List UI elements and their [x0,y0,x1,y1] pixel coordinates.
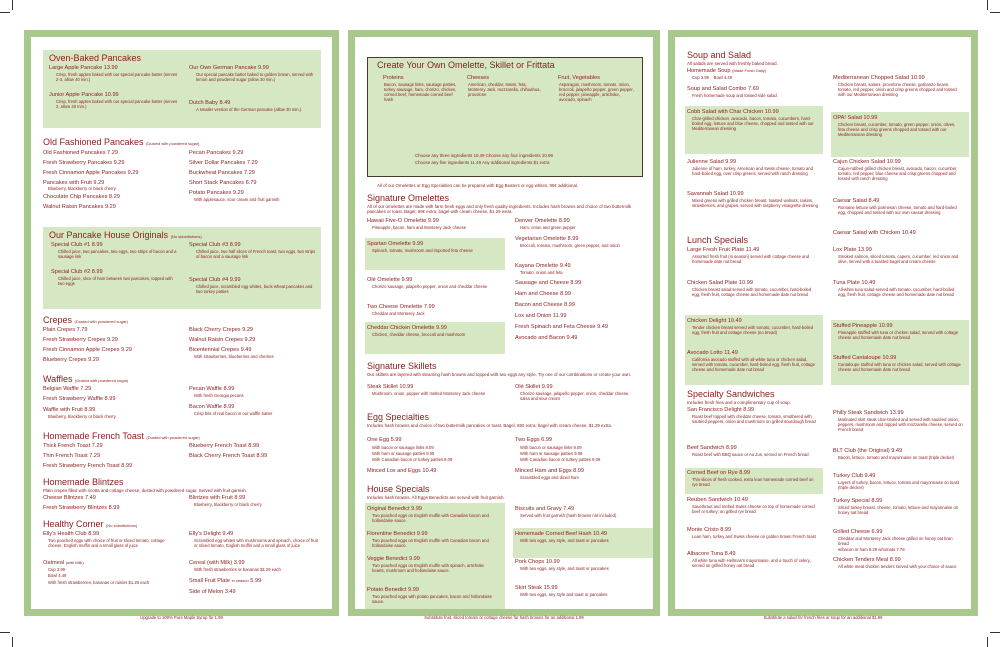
menu-item: OPA! Salad 10.99 [833,115,878,121]
menu-item: Vegetarian Omelette 8.99 [515,236,579,242]
menu-item: Belgian Waffle 7.29 [43,386,92,392]
menu-item: Fresh Strawberry Waffle 8.99 [43,396,116,402]
menu-item: Hawaii Five-O Omelette 9.99 [367,218,439,224]
menu-item: Corned Beef on Rye 8.99 [687,470,751,476]
item-desc: Chilled juice, two half slices of French toast, two eggs, two strips of bacon and a sausage link [196,249,316,259]
menu-item: Olé Skillet 9.99 [515,384,553,390]
item-desc: A smaller version of the German pancake (allow 30 min.) [196,107,302,112]
menu-item: Short Stack Pancakes 6.79 [189,180,257,186]
menu-item: Kayana Omelette 9.49 [515,263,571,269]
item-desc: Bacon, sausage links, sausage patties, turkey sausage, ham, chorizo, chicken, corned beef, homemade corned beef hash [384,82,457,102]
menu-item: Monte Cristo 8.99 [687,527,732,533]
item-desc: Tomato, onion and feta [520,270,563,275]
menu-item: Large Fresh Fruit Plate 11.49 [687,247,760,253]
item-desc: Crisp bits of real bacon in our waffle batter [194,411,273,416]
item-desc: Our special pancake batter baked to golden brown, served with lemon and powdered sugar (allow 30 min.) [196,72,314,82]
section-title: House Specials [367,484,430,494]
column-header: Cheeses [467,75,490,81]
item-desc: w/bacon or ham 8.29 w/tomato 7.79 [838,547,905,552]
menu-item: Soup and Salad Combo 7.69 [687,86,759,92]
section-title: Soup and Salad [687,50,752,60]
menu-item: Tuna Plate 10.49 [833,280,876,286]
item-desc: Two poached eggs on English muffin with Canadian bacon and hollandaise sauce. [372,538,489,548]
panel-footer: Upgrade to 100% Pure Maple Syrup for 1.99 [140,615,223,620]
menu-item: Walnut Raisin Crepes 9.29 [189,337,256,343]
item-desc: All white tuna with Hellman's mayonnaise, and a touch of celery, served on grilled honey oat bread [692,558,811,568]
menu-item: Lox Plate 13.99 [833,247,872,253]
menu-item: Elly's Delight 9.49 [189,531,234,537]
menu-item: Two Cheese Omelette 7.99 [367,304,435,310]
menu-item: Fresh Spinach and Feta Cheese 9.49 [515,324,608,330]
item-desc: With strawberries, blueberries and cherries [194,354,274,359]
menu-item: Silver Dollar Pancakes 7.29 [189,160,258,166]
menu-item: Thick French Toast 7.29 [43,443,103,449]
item-desc: Chilled juice, two pancakes, two eggs, two strips of bacon and a sausage link [58,249,177,259]
item-desc: With applesauce, sour cream and fruit garnish [194,197,280,202]
section-title: Lunch Specials [687,235,749,245]
create-box [367,57,643,177]
menu-item: Two Eggs 6.99 [515,437,553,443]
item-desc: California avocado stuffed with all-white tuna or chicken salad, served with tomato, cucumber, hard-boiled egg, fresh fruit, cottage cheese and homemade date nut bread [692,357,815,372]
menu-item: Homemade Soup (Made Fresh Daily) [687,68,767,74]
crop-mark [0,12,10,13]
item-desc: Crisp, fresh apples baked with our special pancake batter (serves 2, allow 40 min.) [56,99,178,109]
item-desc: Sliced turkey breast, cheese, tomato, lettuce and mayonnaise on honey oat bread [838,505,959,515]
item-desc: Two poached eggs with potato pancakes, bacon and hollandaise sauce. [372,594,492,604]
menu-item: Dutch Baby 8.49 [189,100,231,106]
item-desc: All-white tuna salad served with tomato, cucumber, hard-boiled egg, fresh fruit, cottage cheese and homemade date nut bread [838,287,955,297]
menu-item: Sausage and Cheese 8.99 [515,280,582,286]
section-title: Egg Specialties [367,412,430,422]
menu-item: Old Fashioned Pancakes 7.29 [43,150,118,156]
item-desc: Ham, onion and green pepper [520,225,576,230]
menu-item: Black Cherry Crepes 9.29 [189,327,254,333]
item-desc: Asparagus, mushroom, tomato, onion, broccoli, jalapeño pepper, green pepper, red pepper, pineapple, artichoke, avocado, spinach [559,82,634,102]
item-desc: With two eggs, any style, and toast or pancakes [520,566,609,571]
menu-item: Turkey Club 9.49 [833,473,876,479]
section-title: Homemade French Toast (Dusted with powdered sugar) [43,431,200,441]
menu-item: Chicken Salad Plate 10.99 [687,280,753,286]
column-header: Proteins [383,75,404,81]
item-desc: Layers of turkey, bacon, lettuce, tomato and mayonnaise on toast (triple decker) [838,480,959,490]
menu-item: BLT Club (the Original) 9.49 [833,448,903,454]
item-desc: Chorizo sausage, jalapeño pepper, onion and cheddar cheese [372,284,488,289]
menu-item: Philly Steak Sandwich 13.99 [833,410,904,416]
section-title: Create Your Own Omelette, Skillet or Frittata [377,60,555,70]
menu-item: Steak Skillet 10.99 [367,384,414,390]
menu-item: Potato Pancakes 9.29 [189,190,244,196]
section-title: Healthy Corner (No substitutions) [43,519,138,529]
item-desc: With fresh strawberries or bananas $1.29 each [194,567,281,572]
item-desc: Assorted fresh fruit (in season) served with cottage cheese and homemade date nut bread [692,254,810,264]
item-desc: Bacon, lettuce, tomato and mayonnaise on toast (triple decker) [838,455,955,460]
section-title: Signature Omelettes [367,193,450,203]
menu-item: Olé Omelette 9.99 [367,277,413,283]
section-title: Specialty Sandwiches [687,389,775,399]
menu-item: Florentine Benedict 9.99 [367,531,428,537]
item-desc: Marinated skirt steak char-broiled and served with sautéed onion, peppers, mushroom and topped with mozzarella cheese, served on French bread [838,417,963,432]
crop-mark [990,12,1000,13]
item-desc: Roast beef topped with cheddar cheese, tomato, smothered with sautéed peppers, onion and mushroom on grilled sourdough bread [692,414,816,424]
section-title: Oven-Baked Pancakes [49,53,142,63]
item-desc: Pineapple stuffed with tuna or chicken salad, served with cottage cheese and homemade date nut bread [838,330,959,340]
menu-item: Pancakes with Fruit 9.29 [43,180,105,186]
item-desc: Chilled juice, slice of ham between two pancakes, topped with two eggs [58,276,173,286]
menu-item: Fresh Strawberry French Toast 8.99 [43,463,133,469]
item-desc: Cup 3.99 Bowl 4.49 [692,75,733,80]
menu-item: Minced Lox and Eggs 10.49 [367,468,437,474]
panel-footer: Substitute a salad for french fries or soup for an additional $1.99 [763,615,883,620]
menu-item: Albacore Tuna 8.49 [687,551,736,557]
old-pancakes-right [189,150,319,202]
menu-item: Fresh Cinnamon Apple Crepes 9.29 [43,347,132,353]
section-title: Our Pancake House Originals (No substitutions) [49,230,202,240]
menu-item: Minced Ham and Eggs 8.99 [515,468,585,474]
menu-item: Special Club #1 8.99 [51,242,103,248]
crop-mark [12,0,13,10]
menu-item: Cajun Chicken Salad 10.99 [833,159,901,165]
item-desc: Lean ham, turkey and Swiss cheese on golden brown French toast [692,534,816,539]
crepes-right [189,327,319,359]
item-desc: Spinach, tomato, mushroom and imported feta cheese [372,248,473,253]
section-title: Old Fashioned Pancakes (Dusted with powdered sugar) [43,137,200,147]
menu-item: Bacon and Cheese 8.99 [515,302,576,308]
item-desc: Cajun-rubbed grilled chicken breast, avocado, bacon, cucumber, tomato, red pepper, blue cheese and crisp greens chopped and tossed with ranch dressing [838,166,958,181]
menu-item: Junior Apple Pancake 10.99 [49,92,119,98]
item-desc: With fresh Georgia pecans [194,393,244,398]
menu-item: Bicentennial Crepes 9.49 [189,347,252,353]
menu-item: Pecan Pancakes 9.29 [189,150,244,156]
item-desc: With bacon or sausage links 9.09 [520,445,582,450]
french-left [43,443,132,473]
item-desc: Roast beef with BBQ sauce or Au Jus, served on French bread [692,452,809,457]
menu-item: Caesar Salad 8.49 [833,198,880,204]
menu-item: Plain Crepes 7.79 [43,327,88,333]
item-desc: Fresh homemade soup and tossed side salad [692,93,777,98]
menu-item: Cheddar Chicken Omelette 9.99 [367,325,447,331]
item-desc: Char-grilled chicken, avocado, bacon, tomato, cucumbers, hard-boiled egg, lettuce and blue cheese, chopped and tossed with our Mediterranean dressing [692,116,814,131]
menu-item: Original Benedict 9.99 [367,506,423,512]
item-desc: Pineapple, bacon, ham and Monterey Jack cheese [372,225,467,230]
item-desc: Cantaloupe stuffed with tuna or chicken salad, served with cottage cheese and homemade date nut bread [838,362,961,372]
item-desc: With fresh strawberries, bananas or raisins $1.29 each [48,580,150,585]
item-desc: With ham or sausage patties 8.09 [372,451,435,456]
item-desc: Smoked salmon, sliced tomato, capers, cucumber, red onion and olive, served with a toasted bagel and cream cheese [838,254,959,264]
item-desc: Crisp, fresh apples baked with our special pancake batter (serves 2-3, allow 40 min.) [56,72,178,82]
crop-mark [987,0,988,10]
menu-item: Elly's Health Club 8.99 [43,531,100,537]
item-desc: Mixed greens with grilled chicken breast, toasted walnuts, raisins, strawberries, and grapes, served with raspberry vinaigrette dressing [692,198,818,208]
section-title: Waffles (Dusted with powdered sugar) [43,374,129,384]
menu-item: Our Own German Pancake 9.99 [189,65,269,71]
item-desc: Bowl 4.49 [48,573,67,578]
menu-item: Chicken Tenders Meal 8.99 [833,557,901,563]
menu-item: Blintzes with Fruit 8.99 [189,495,246,501]
menu-item: Chicken Delight 10.49 [687,318,742,324]
menu-item: Blueberry French Toast 8.99 [189,443,260,449]
menu-item: Homemade Corned Beef Hash 10.49 [515,531,608,537]
item-desc: Cheddar and Monterey Jack cheese grilled on honey oat bran bread [838,536,953,546]
item-desc: Chicken breast salad served with tomato, cucumber, hard-boiled egg, fresh fruit, cottage cheese and homemade date nut bread [692,287,812,297]
menu-item: Stuffed Pineapple 10.99 [833,323,893,329]
menu-item: Bacon Waffle 8.99 [189,404,235,410]
item-desc: Mushroom, onion, pepper with melted Monterey Jack cheese [372,391,486,396]
item-desc: Scrambled eggs and diced ham [520,475,579,480]
crop-mark [987,637,988,647]
menu-item: Side of Melon 3.49 [189,589,236,595]
item-desc: Scrambled egg whites with mushrooms and spinach, choice of fruit or sliced tomato, English muffin and a small glass of juice [194,538,318,548]
menu-panel-eggs [348,30,660,620]
menu-item: Special Club #4 9.99 [189,277,241,283]
item-desc: Cup 3.99 [48,567,65,572]
column-header: Fruit, Vegetables [558,75,600,81]
old-pancakes-left [43,150,138,214]
omelette-list [515,280,608,346]
menu-item: Chocolate Chip Pancakes 8.29 [43,194,120,200]
item-desc: Tender chicken breast served with tomato, cucumber, hard-boiled egg, fresh fruit and cottage cheese (no bread) [692,325,814,335]
menu-item: Mediterranean Chopped Salad 10.99 [833,75,925,81]
menu-item: Ham and Cheese 8.99 [515,291,571,297]
price-line: Choose any three ingredients 10.49 Choose any four ingredients 10.99 [415,153,553,158]
item-desc: Chicken breast, cucumber, tomato, green pepper, onion, olives, feta cheese and crisp greens chopped and tossed with our Mediterranean dressing [838,122,956,137]
item-desc: Julienne of ham, turkey, American and Swiss cheese, tomato and hard-boiled egg, over crisp greens, served with ranch dressing [692,166,813,176]
item-desc: Cheddar and Monterey Jack [372,311,425,316]
menu-item: Cheese Blintzes 7.49 [43,495,96,501]
item-desc: Sauerkraut and melted Swiss cheese on top of homemade corned beef or turkey; on grilled rye bread [692,504,815,514]
menu-item: Blueberry Crepes 9.29 [43,357,99,363]
item-desc: Chicken breast, salami, provolone cheese, garbanzo beans, tomato, red pepper, onion and crisp greens chopped and tossed with our Mediterranean dressing [838,82,957,97]
menu-item: Special Club #2 8.99 [51,269,103,275]
section-note: All of our omelettes are made with farm fresh eggs and only fresh quality ingredients. Includes hash browns and choice of two buttermilk pancakes or toast. Bagel, 69¢ extra; bagel with cream cheese, $1.29 extra. [367,204,632,215]
item-desc: Two poached eggs with choice of fruit or sliced tomato, cottage cheese, English muffin and a small glass of juice [48,538,165,548]
menu-item: Turkey Special 8.99 [833,498,883,504]
section-note: Plain crepes filled with ricotta and cottage cheese, dusted with powdered sugar. Served with fruit garnish. [43,488,248,493]
price-line: Choose any five ingredients 11.49 Any additional ingredients $1 extra [415,160,550,165]
menu-item: Avocado and Bacon 9.49 [515,335,578,341]
crop-mark [0,632,10,633]
item-desc: Romaine lettuce with parmesan cheese, tomato and hard-boiled egg, chopped and tossed with our own caesar dressing [838,205,957,215]
item-desc: Chilled juice, scrambled egg whites, buck-wheat pancakes and two turkey patties [196,284,313,294]
section-note: All of our Omelettes or Egg Specialties can be prepared with Egg Beaters or egg whites, 99¢ additional. [377,183,579,188]
menu-item: Fresh Strawberry Pancakes 9.29 [43,160,125,166]
menu-item: Waffle with Fruit 8.99 [43,407,96,413]
menu-item: Walnut Raisin Pancakes 9.29 [43,204,116,210]
menu-item: One Egg 5.99 [367,437,402,443]
menu-item: Special Club #3 8.99 [189,242,241,248]
item-desc: With two eggs, any style and toast or pancakes [520,592,608,597]
item-desc: With bacon or sausage links 8.09 [372,445,434,450]
menu-panel-lunch [668,30,978,620]
menu-item: Oatmeal (with Milk) [43,560,84,566]
menu-item: Avocado Lotto 11.49 [687,350,738,356]
french-right [189,443,267,463]
menu-item: Potato Benedict 9.99 [367,587,419,593]
menu-item: Julienne Salad 9.99 [687,159,737,165]
menu-item: Fresh Strawberry Blintzes 8.99 [43,505,120,511]
menu-item: Biscuits and Gravy 7.49 [515,506,575,512]
menu-item: Pork Chops 10.99 [515,559,560,565]
item-desc: With Canadian bacon or turkey patties 8.09 [372,457,453,462]
menu-item: Fresh Cinnamon Apple Pancakes 9.29 [43,170,139,176]
section-note: Includes fresh fries and a complimentary cup of soup. [687,400,791,405]
panel-footer: Substitute fruit, sliced tomato or cottage cheese for hash browns for an additional 1.99 [424,615,584,620]
crop-mark [990,632,1000,633]
item-desc: Chicken, cheddar cheese, broccoli and mushroom [372,332,466,337]
menu-item: Thin French Toast 7.29 [43,453,101,459]
menu-item: Caesar Salad with Chicken 10.49 [833,230,916,236]
item-desc: With two eggs, any style, and toast or pancakes [520,538,609,543]
item-desc: Blueberry, blackberry or black cherry [48,186,116,191]
menu-item: Cobb Salad with Char Chicken 10.99 [687,109,779,115]
item-desc: Blueberry, blackberry or black cherry [194,502,262,507]
item-desc: American, cheddar, Swiss, feta, Monterey Jack, mozzarella, chihuahua, provolone [468,82,541,97]
item-desc: Chorizo sausage, jalapeño pepper, onion, cheddar cheese, salsa and sour cream [520,391,630,401]
section-title: Crepes (Dusted with powdered sugar) [43,315,128,325]
menu-item: Cereal (with Milk) 3.99 [189,560,245,566]
menu-item: Reuben Sandwich 10.49 [687,497,748,503]
item-desc: Thin slices of fresh cooked, extra lean homemade corned beef on rye bread [692,477,814,487]
menu-item: Lox and Onion 11.99 [515,313,567,319]
section-note: All salads are served with freshly baked bread. [687,61,778,66]
menu-item: Skirt Steak 15.99 [515,585,558,591]
menu-item: Fresh Strawberry Crepes 9.29 [43,337,118,343]
section-note: Includes hash browns and choice of two buttermilk pancakes or toast. Bagel, 69¢ extra; bagel with cream cheese, $1.29 extra. [367,423,613,428]
menu-item: Beef Sandwich 8.99 [687,445,737,451]
menu-panel-breakfast [24,30,339,620]
crop-mark [12,637,13,647]
item-desc: Broccoli, tomato, mushroom, green pepper, and onion [520,243,620,248]
item-desc: Blueberry, blackberry or black cherry [48,414,116,419]
section-title: Homemade Blintzes [43,477,124,487]
section-note: Includes hash browns. All Eggs Benedicts are served with fruit garnish. [367,495,505,500]
section-title: Signature Skillets [367,361,437,371]
crepes-left [43,327,132,367]
menu-item: Denver Omelette 8.99 [515,218,570,224]
item-desc: Two poached eggs on English muffin with Canadian bacon and hollandaise sauce. [372,513,489,523]
menu-item: Grilled Cheese 6.99 [833,529,883,535]
menu-item: Small Fruit Plate in season 5.99 [189,578,262,584]
menu-item: Savannah Salad 10.99 [687,191,744,197]
item-desc: With ham or sausage patties 9.09 [520,451,583,456]
menu-item: Black Cherry French Toast 8.99 [189,453,268,459]
menu-item: Large Apple Pancake 13.99 [49,65,118,71]
menu-item: Buckwheat Pancakes 7.29 [189,170,255,176]
item-desc: Served with fruit garnish (hash browns not included) [520,513,617,518]
menu-item: San Francisco Delight 8.99 [687,407,755,413]
menu-item: Stuffed Cantaloupe 10.99 [833,355,897,361]
item-desc: All white meat chicken tenders served with your choice of sauce [838,564,957,569]
item-desc: With Canadian bacon or turkey patties 9.09 [520,457,601,462]
menu-item: Pecan Waffle 8.99 [189,386,235,392]
menu-item: Veggie Benedict 9.99 [367,556,420,562]
item-desc: Two poached eggs on English muffin with spinach, artichoke hearts, mushroom and hollandaise sauce. [372,563,484,573]
section-note: Our skillets are layered with steaming hash browns and topped with two eggs any style. Try one of our combinations or create your own. [367,372,632,377]
menu-item: Spartan Omelette 9.99 [367,241,424,247]
